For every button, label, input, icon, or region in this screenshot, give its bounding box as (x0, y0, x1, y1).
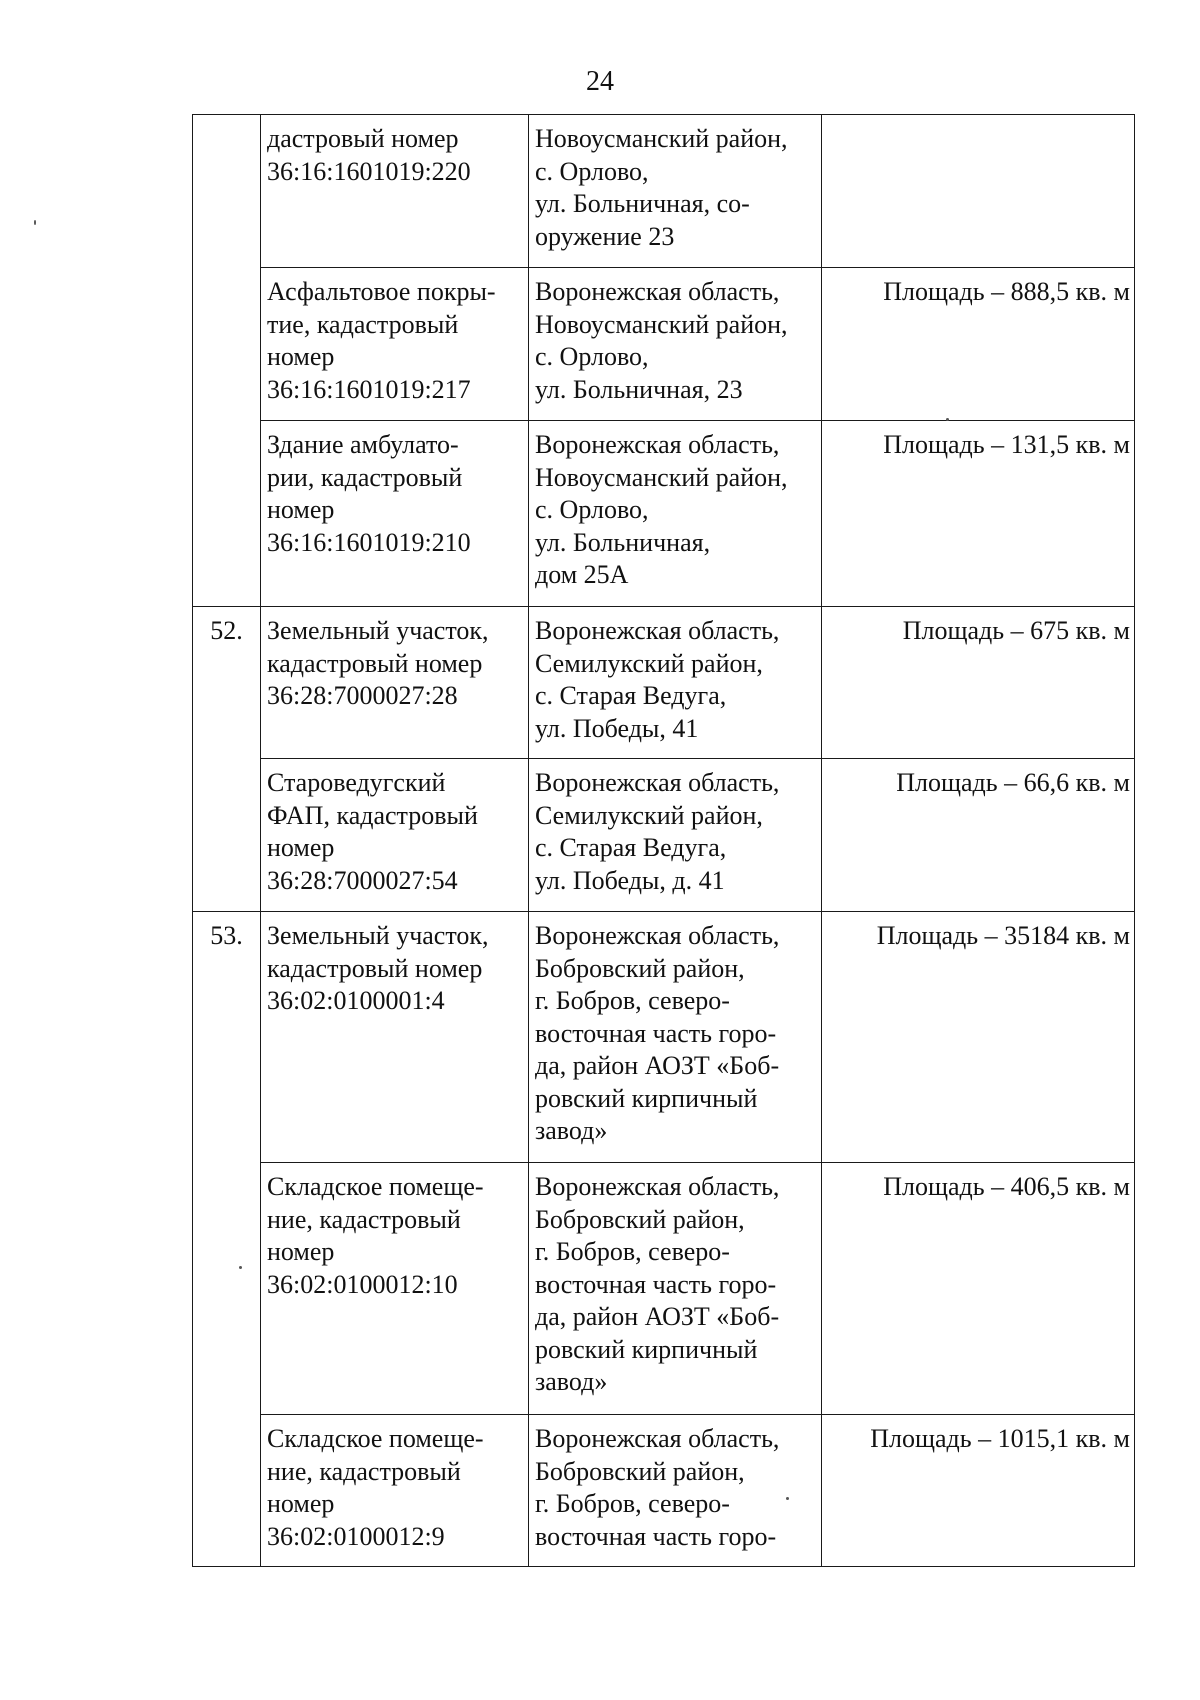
table-row (193, 115, 1135, 268)
property-register-table (192, 114, 1135, 1567)
table-row (193, 421, 1135, 607)
page-number: 24 (586, 66, 614, 97)
table-row (193, 1163, 1135, 1415)
area-cell: Площадь – 406,5 кв. м (822, 1163, 1135, 1415)
address-cell: Воронежская область, Семилукский район, с. Старая Ведуга, ул. Победы, 41 (529, 607, 822, 759)
object-cell: Складское помеще- ние, кадастровый номер 36:02:0100012:9 (261, 1415, 529, 1567)
table-row (193, 759, 1135, 912)
object-cell: Земельный участок, кадастровый номер 36:02:0100001:4 (261, 912, 529, 1163)
object-cell: Асфальтовое покры- тие, кадастровый номер 36:16:1601019:217 (261, 268, 529, 421)
table-row (193, 607, 1135, 759)
area-cell (822, 115, 1135, 268)
scan-speck (786, 1497, 789, 1500)
row-number-cell (193, 115, 261, 607)
object-cell: Староведугский ФАП, кадастровый номер 36:28:7000027:54 (261, 759, 529, 912)
address-cell: Воронежская область, Новоусманский район, с. Орлово, ул. Больничная, 23 (529, 268, 822, 421)
area-cell: Площадь – 1015,1 кв. м (822, 1415, 1135, 1567)
table-row (193, 1415, 1135, 1567)
area-cell: Площадь – 888,5 кв. м (822, 268, 1135, 421)
scan-speck (34, 220, 36, 225)
address-cell: Воронежская область, Бобровский район, г. Бобров, северо- восточная часть горо- да, район АОЗТ «Боб- ровский кирпичный завод» (529, 912, 822, 1163)
area-cell: Площадь – 35184 кв. м (822, 912, 1135, 1163)
address-cell: Воронежская область, Бобровский район, г. Бобров, северо- восточная часть горо- (529, 1415, 822, 1567)
row-number-cell: 52. (193, 607, 261, 912)
area-cell: Площадь – 66,6 кв. м (822, 759, 1135, 912)
area-cell: Площадь – 131,5 кв. м (822, 421, 1135, 607)
object-cell: дастровый номер 36:16:1601019:220 (261, 115, 529, 268)
table-row (193, 268, 1135, 421)
address-cell: Воронежская область, Новоусманский район, с. Орлово, ул. Больничная, дом 25А (529, 421, 822, 607)
object-cell: Складское помеще- ние, кадастровый номер 36:02:0100012:10 (261, 1163, 529, 1415)
address-cell: Новоусманский район, с. Орлово, ул. Больничная, со- оружение 23 (529, 115, 822, 268)
area-cell: Площадь – 675 кв. м (822, 607, 1135, 759)
scan-speck (946, 418, 949, 421)
object-cell: Земельный участок, кадастровый номер 36:28:7000027:28 (261, 607, 529, 759)
address-cell: Воронежская область, Семилукский район, с. Старая Ведуга, ул. Победы, д. 41 (529, 759, 822, 912)
scan-speck (239, 1266, 242, 1269)
object-cell: Здание амбулато- рии, кадастровый номер 36:16:1601019:210 (261, 421, 529, 607)
row-number-cell: 53. (193, 912, 261, 1567)
address-cell: Воронежская область, Бобровский район, г. Бобров, северо- восточная часть горо- да, район АОЗТ «Боб- ровский кирпичный завод» (529, 1163, 822, 1415)
table-row (193, 912, 1135, 1163)
